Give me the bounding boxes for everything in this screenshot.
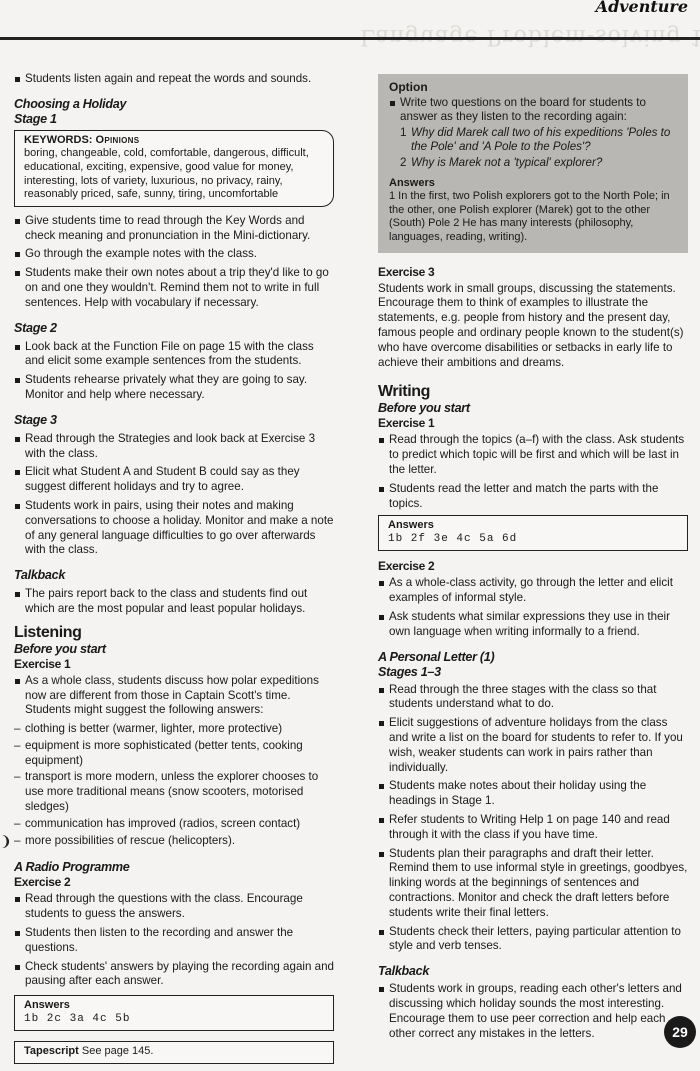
dash-item: – equipment is more sophisticated (better tents, cooking equipment) — [14, 739, 334, 769]
list-item: Students listen again and repeat the words and sounds. — [14, 72, 334, 87]
section-heading-choosing-a-holiday: Choosing a Holiday — [14, 96, 127, 111]
section-heading-personal-letter: A Personal Letter (1) — [378, 649, 495, 664]
left-column — [14, 72, 334, 1071]
keywords-text: boring, changeable, cold, comfortable, dangerous, difficult, educational, exciting, expensive, good value for money, interesting, lots of variety, luxurious, no privacy, rainy, reasonably priced, safe, sunny, tiring, uncomfortable — [24, 147, 309, 201]
running-header-title: Adventure — [595, 0, 688, 16]
exercise-heading: Exercise 1 — [378, 416, 435, 431]
list-item: Students work in groups, reading each other's letters and discussing which holiday sounds the most interesting. Encourage them to use peer correction and help each other correct any mistakes in the letters. — [378, 982, 688, 1041]
list-item: Students make notes about their holiday using the headings in Stage 1. — [378, 779, 688, 809]
list-item: Students check their letters, paying particular attention to style and verb tenses. — [378, 925, 688, 955]
list-item: Students make their own notes about a trip they'd like to go on and one they wouldn't. Remind them not to write in full sentences. Help with vocabulary if necessary. — [14, 266, 334, 310]
list-item: Students plan their paragraphs and draft their letter. Remind them to use informal style in greetings, goodbyes, linking words at the beginnings of sentences and contractions. Monitor and check the draft letters before students write their final letters. — [378, 847, 688, 921]
answers-label: Answers — [24, 999, 70, 1012]
keywords-label: KEYWORDS: — [24, 133, 93, 146]
list-item: Read through the questions with the class. Encourage students to guess the answers. — [14, 892, 334, 922]
right-column — [378, 74, 688, 1045]
list-item: The pairs report back to the class and students find out which are the most popular and least popular holidays. — [14, 587, 334, 617]
list-item: Refer students to Writing Help 1 on page 140 and read through it with the class if you have time. — [378, 813, 688, 843]
option-answers-text: 1 In the first, two Polish explorers got to the North Pole; in the other, one Polish explorer (Marek) got to the other (South) Pole 2 He has many interests (philosophy, languages, reading, writing). — [389, 190, 670, 243]
option-box — [378, 74, 688, 253]
list-item: Students rehearse privately what they are going to say. Monitor and help where necessary. — [14, 373, 334, 403]
list-item: Write two questions on the board for students to answer as they listen to the recording again: — [389, 96, 678, 125]
list-item: Give students time to read through the Key Words and check meaning and pronunciation in the Mini-dictionary. — [14, 214, 334, 244]
option-question — [389, 126, 678, 155]
list-item: Elicit what Student A and Student B could say as they suggest different holidays and try to agree. — [14, 465, 334, 495]
list-item: Go through the example notes with the class. — [14, 247, 334, 262]
answers-box — [378, 515, 688, 551]
before-you-start-heading: Before you start — [378, 401, 470, 416]
tapescript-box — [14, 1041, 334, 1064]
list-item: Elicit suggestions of adventure holidays from the class and write a list on the board for students to refer to. If you wish, weaker students can work in pairs rather than individually. — [378, 716, 688, 775]
question-number: 2 — [400, 155, 407, 169]
list-item: Students then listen to the recording and answer the questions. — [14, 926, 334, 956]
option-title: Option — [389, 80, 428, 94]
page-number-badge: 29 — [664, 1016, 696, 1048]
answers-box — [14, 995, 334, 1031]
option-answers-label: Answers — [389, 176, 435, 189]
talkback-heading: Talkback — [14, 568, 66, 583]
listening-heading: Listening — [14, 623, 82, 641]
list-item: Students read the letter and match the parts with the topics. — [378, 482, 688, 512]
list-item: As a whole-class activity, go through the letter and elicit examples of informal style. — [378, 576, 688, 606]
list-item: Ask students what similar expressions they use in their own language when writing informally to a friend. — [378, 610, 688, 640]
header-rule — [0, 37, 700, 40]
margin-mark: ❩ — [0, 833, 12, 849]
list-item: Students work in pairs, using their notes and making conversations to choose a holiday. Monitor and make a note of any general language difficulties to go over afterwards with the class. — [14, 499, 334, 558]
exercise-heading: Exercise 2 — [14, 875, 71, 890]
mirrored-bleed-through-text — [360, 28, 700, 43]
answers-text: 1b 2c 3a 4c 5b — [24, 1012, 131, 1025]
before-you-start-heading: Before you start — [14, 641, 106, 656]
question-number: 1 — [400, 125, 407, 139]
keywords-category: Opinions — [95, 133, 140, 146]
list-item: Check students' answers by playing the recording again and pausing after each answer. — [14, 960, 334, 990]
stages-heading: Stages 1–3 — [378, 664, 441, 679]
dash-item: – clothing is better (warmer, lighter, more protective) — [14, 722, 334, 737]
stage-heading: Stage 2 — [14, 320, 57, 335]
paragraph: Students work in small groups, discussing the statements. Encourage them to think of examples to illustrate the statements, e.g. people from history and the present day, famous people and ordinary people known to the student(s) who have overcome disabilities or setbacks in early life to achieve their ambitions and dreams. — [378, 281, 684, 369]
dash-item: – communication has improved (radios, screen contact) — [14, 817, 334, 832]
keywords-box — [14, 130, 334, 207]
section-heading-radio-programme: A Radio Programme — [14, 860, 130, 875]
tapescript-label: Tapescript — [24, 1045, 79, 1058]
writing-heading: Writing — [378, 383, 431, 401]
talkback-heading: Talkback — [378, 964, 430, 979]
stage-heading: Stage 1 — [14, 111, 57, 126]
list-item: Look back at the Function File on page 15 with the class and elicit some example sentences from the students. — [14, 340, 334, 370]
list-item: Read through the Strategies and look back at Exercise 3 with the class. — [14, 432, 334, 462]
answers-label: Answers — [388, 519, 434, 532]
question-text: Why did Marek call two of his expeditions 'Poles to the Pole' and 'A Pole to the Poles'? — [411, 125, 671, 154]
exercise-heading: Exercise 1 — [14, 656, 71, 671]
exercise-heading: Exercise 3 — [378, 264, 435, 279]
list-item: Read through the three stages with the class so that students understand what to do. — [378, 683, 688, 713]
tapescript-text: See page 145. — [81, 1045, 154, 1058]
dash-item: – transport is more modern, unless the explorer chooses to use more traditional means (snow scooters, motorised sledges) — [14, 770, 334, 814]
question-text: Why is Marek not a 'typical' explorer? — [411, 155, 603, 169]
list-item: As a whole class, students discuss how polar expeditions now are different from those in Captain Scott's time. Students might suggest the following answers: — [14, 674, 334, 718]
dash-item: – more possibilities of rescue (helicopters). — [14, 834, 334, 849]
answers-text: 1b 2f 3e 4c 5a 6d — [388, 532, 518, 545]
option-question — [389, 156, 678, 171]
list-item: Read through the topics (a–f) with the class. Ask students to predict which topic will be first and which will be last in the letter. — [378, 433, 688, 477]
exercise-heading: Exercise 2 — [378, 559, 435, 574]
stage-heading: Stage 3 — [14, 412, 57, 427]
